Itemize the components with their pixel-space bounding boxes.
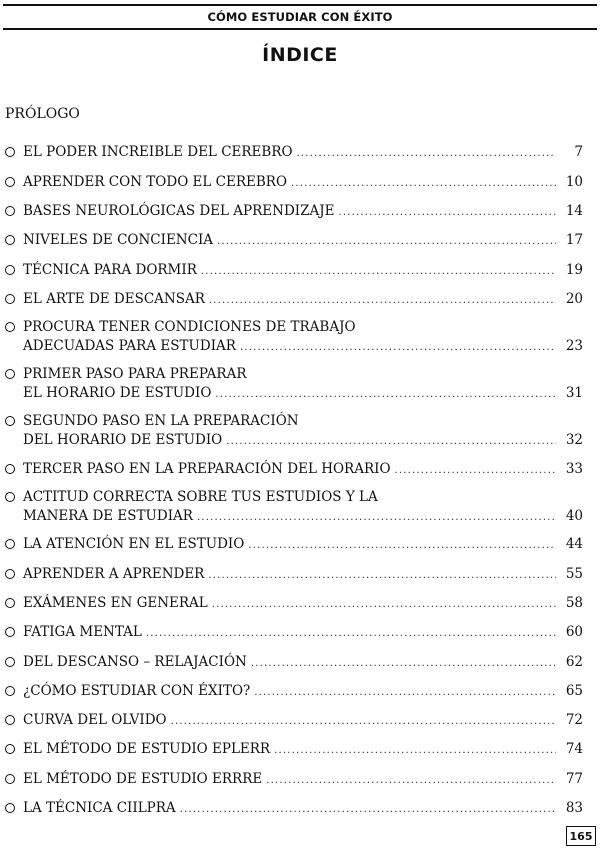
dot-leader xyxy=(208,566,556,585)
toc-entry xyxy=(5,740,583,760)
toc-entry-title: FATIGA MENTAL xyxy=(23,624,142,640)
toc-entry xyxy=(5,143,583,163)
toc-entry xyxy=(5,623,583,643)
toc-entry xyxy=(5,711,583,731)
dot-leader xyxy=(297,144,556,163)
dot-leader xyxy=(201,262,556,281)
toc-page-number: 72 xyxy=(565,712,583,728)
circle-bullet-icon xyxy=(5,265,15,275)
toc-entry-row xyxy=(23,535,583,555)
dot-leader xyxy=(215,385,556,404)
toc-entry-title: EL MÉTODO DE ESTUDIO EPLERR xyxy=(23,741,271,757)
toc-entry-title: ADECUADAS PARA ESTUDIAR xyxy=(23,338,236,354)
toc-entry xyxy=(5,290,583,310)
toc-entry-title: LA ATENCIÓN EN EL ESTUDIO xyxy=(23,536,245,552)
toc-entry-row xyxy=(23,653,583,673)
toc-entry-row xyxy=(23,594,583,614)
toc-entry-title: PRIMER PASO PARA PREPARAR xyxy=(23,366,247,382)
toc-entry-row xyxy=(23,337,583,357)
toc-entry-row xyxy=(23,431,583,451)
toc-entry-row xyxy=(23,460,583,480)
toc-entry-title: ¿CÓMO ESTUDIAR CON ÉXITO? xyxy=(23,683,251,699)
toc-entry-title: LA TÉCNICA CIILPRA xyxy=(23,800,176,816)
circle-bullet-icon xyxy=(5,744,15,754)
dot-leader xyxy=(339,203,556,222)
toc-entry-title: MANERA DE ESTUDIAR xyxy=(23,508,193,524)
toc-entry xyxy=(5,488,583,527)
toc-page-number: 55 xyxy=(565,566,583,582)
dot-leader xyxy=(274,741,556,760)
toc-page-number: 31 xyxy=(565,385,583,401)
toc-entry xyxy=(5,535,583,555)
page-number-box xyxy=(566,826,596,846)
toc-entry xyxy=(5,261,583,281)
toc-page-number: 77 xyxy=(565,771,583,787)
toc-entry-title: TÉCNICA PARA DORMIR xyxy=(23,262,197,278)
circle-bullet-icon xyxy=(5,627,15,637)
dot-leader xyxy=(248,536,556,555)
toc-entry xyxy=(5,799,583,819)
circle-bullet-icon xyxy=(5,147,15,157)
dot-leader xyxy=(395,461,556,480)
dot-leader xyxy=(226,432,556,451)
toc-entry-title: ACTITUD CORRECTA SOBRE TUS ESTUDIOS Y LA xyxy=(23,489,378,505)
toc-entry-title: APRENDER A APRENDER xyxy=(23,566,205,582)
toc-page-number: 60 xyxy=(565,624,583,640)
circle-bullet-icon xyxy=(5,774,15,784)
toc-entry-row xyxy=(23,623,583,643)
toc-entry-row xyxy=(23,711,583,731)
toc-entry-row xyxy=(23,740,583,760)
toc-entry xyxy=(5,565,583,585)
circle-bullet-icon xyxy=(5,492,15,502)
circle-bullet-icon xyxy=(5,598,15,608)
circle-bullet-icon xyxy=(5,803,15,813)
circle-bullet-icon xyxy=(5,686,15,696)
toc-entry-row xyxy=(23,143,583,163)
toc-entry-row xyxy=(23,173,583,193)
toc-page-number: 62 xyxy=(565,654,583,670)
prologue-heading: PRÓLOGO xyxy=(5,106,80,122)
toc-entry-title: CURVA DEL OLVIDO xyxy=(23,712,167,728)
toc-entry-title: EL ARTE DE DESCANSAR xyxy=(23,291,205,307)
toc-entry xyxy=(5,173,583,193)
circle-bullet-icon xyxy=(5,294,15,304)
toc-entry-title: TERCER PASO EN LA PREPARACIÓN DEL HORARIO xyxy=(23,461,391,477)
circle-bullet-icon xyxy=(5,206,15,216)
circle-bullet-icon xyxy=(5,569,15,579)
toc-entry-row xyxy=(23,290,583,310)
toc-page-number: 20 xyxy=(565,291,583,307)
toc-page-number: 23 xyxy=(565,338,583,354)
toc-entry xyxy=(5,231,583,251)
toc-entry-row xyxy=(23,261,583,281)
toc-entry-title: DEL HORARIO DE ESTUDIO xyxy=(23,432,223,448)
circle-bullet-icon xyxy=(5,715,15,725)
page-number: 165 xyxy=(569,829,593,843)
toc-entry-title: APRENDER CON TODO EL CEREBRO xyxy=(23,174,288,190)
toc-page-number: 58 xyxy=(565,595,583,611)
dot-leader xyxy=(254,683,556,702)
toc-entry-row xyxy=(23,202,583,222)
toc-entry xyxy=(5,202,583,222)
toc-entry-title: EL HORARIO DE ESTUDIO xyxy=(23,385,212,401)
toc-entry xyxy=(5,460,583,480)
toc-page-number: 19 xyxy=(565,262,583,278)
dot-leader xyxy=(291,174,556,193)
toc-entry-title: DEL DESCANSO – RELAJACIÓN xyxy=(23,654,247,670)
toc-entry-title: EL MÉTODO DE ESTUDIO ERRRE xyxy=(23,771,263,787)
toc-entry xyxy=(5,653,583,673)
dot-leader xyxy=(171,712,556,731)
dot-leader xyxy=(212,595,556,614)
circle-bullet-icon xyxy=(5,464,15,474)
toc-entry-row xyxy=(23,507,583,527)
toc-page-number: 65 xyxy=(565,683,583,699)
dot-leader xyxy=(146,624,556,643)
page-title: ÍNDICE xyxy=(262,44,338,66)
dot-leader xyxy=(209,291,556,310)
toc-entry-row xyxy=(23,770,583,790)
toc-entry-title: PROCURA TENER CONDICIONES DE TRABAJO xyxy=(23,319,356,335)
circle-bullet-icon xyxy=(5,177,15,187)
toc-entry xyxy=(5,682,583,702)
toc-page-number: 10 xyxy=(565,174,583,190)
dot-leader xyxy=(217,232,556,251)
toc-page-number: 7 xyxy=(574,144,583,160)
dot-leader xyxy=(266,771,556,790)
toc-page-number: 33 xyxy=(565,461,583,477)
toc-entry-row xyxy=(23,384,583,404)
toc-entry xyxy=(5,412,583,451)
toc-page-number: 74 xyxy=(565,741,583,757)
circle-bullet-icon xyxy=(5,539,15,549)
toc-entry xyxy=(5,318,583,357)
toc-entry xyxy=(5,365,583,404)
toc-page-number: 17 xyxy=(565,232,583,248)
dot-leader xyxy=(197,508,556,527)
running-header xyxy=(3,4,597,30)
circle-bullet-icon xyxy=(5,657,15,667)
toc-entry-title: SEGUNDO PASO EN LA PREPARACIÓN xyxy=(23,413,299,429)
toc-page-number: 83 xyxy=(565,800,583,816)
toc-entry-title: BASES NEUROLÓGICAS DEL APRENDIZAJE xyxy=(23,203,335,219)
toc-entry-row xyxy=(23,565,583,585)
running-title: CÓMO ESTUDIAR CON ÉXITO xyxy=(207,10,393,24)
toc-entry-title: EXÁMENES EN GENERAL xyxy=(23,595,208,611)
toc-entry-title: EL PODER INCREIBLE DEL CEREBRO xyxy=(23,144,293,160)
dot-leader xyxy=(240,338,556,357)
dot-leader xyxy=(180,800,556,819)
toc-page-number: 14 xyxy=(565,203,583,219)
toc-entry-row xyxy=(23,231,583,251)
circle-bullet-icon xyxy=(5,322,15,332)
circle-bullet-icon xyxy=(5,369,15,379)
toc-entry-row xyxy=(23,799,583,819)
toc-page-number: 32 xyxy=(565,432,583,448)
toc-page-number: 44 xyxy=(565,536,583,552)
dot-leader xyxy=(251,654,556,673)
toc-entry-title: NIVELES DE CONCIENCIA xyxy=(23,232,214,248)
toc-entry xyxy=(5,594,583,614)
toc-page-number: 40 xyxy=(565,508,583,524)
circle-bullet-icon xyxy=(5,235,15,245)
toc-entry-row xyxy=(23,682,583,702)
toc-entry xyxy=(5,770,583,790)
circle-bullet-icon xyxy=(5,416,15,426)
